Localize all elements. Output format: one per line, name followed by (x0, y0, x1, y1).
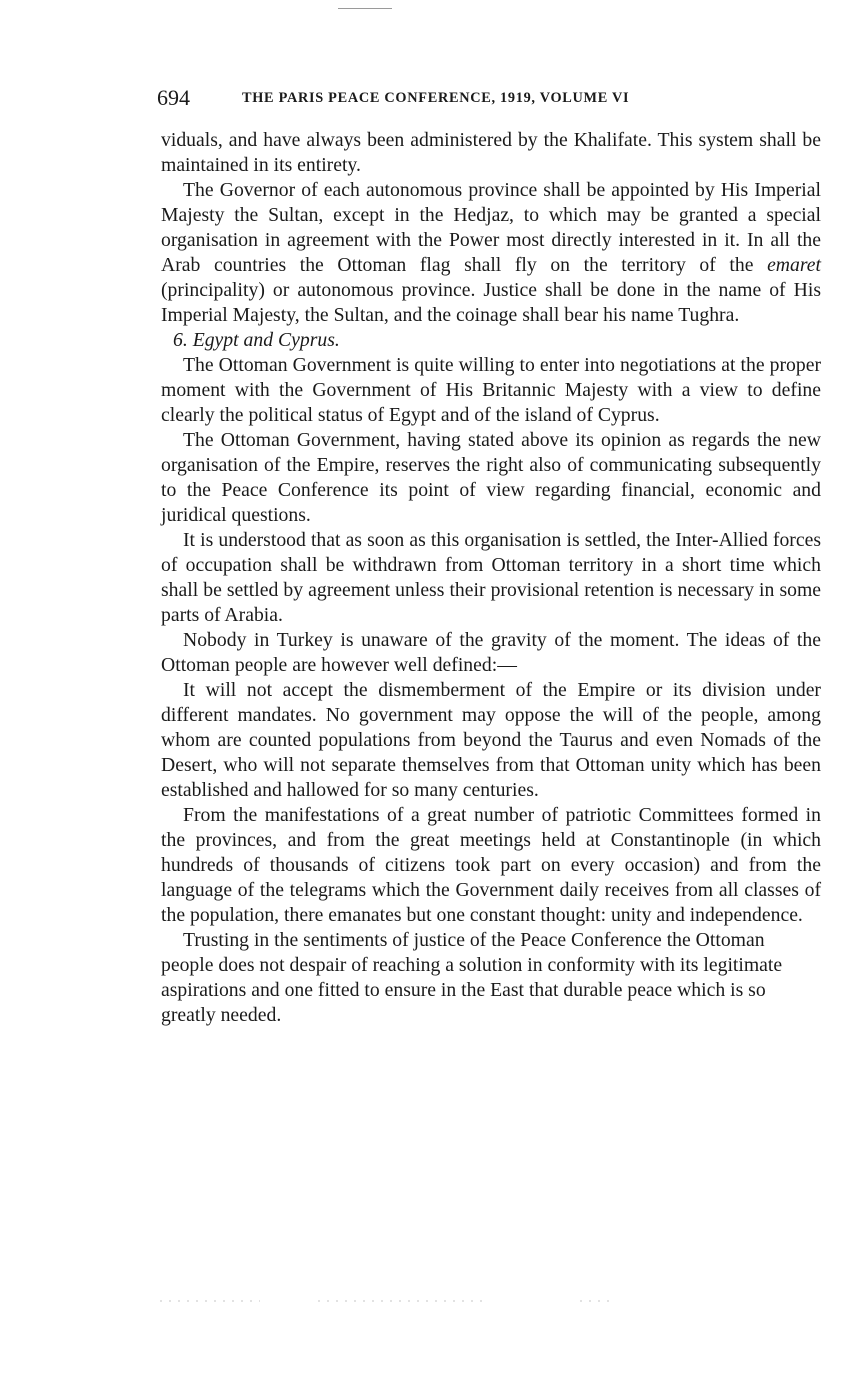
paragraph: The Ottoman Government is quite willing to enter into negotiations at the proper moment with the Government of His Britannic Majesty with a view to define clearly the political status of Egypt and of the island of Cyprus. (161, 354, 821, 426)
running-title: THE PARIS PEACE CONFERENCE, 1919, VOLUME VI (242, 90, 630, 106)
scan-noise (160, 1300, 260, 1302)
scan-noise (318, 1300, 483, 1302)
running-head (157, 84, 821, 114)
paragraph-text: The Governor of each autonomous province shall be appointed by His Imperial Majesty the Sultan, except in the Hedjaz, to which may be granted a special organisation in agreement with the Power most directly interested in it. In all the Arab countries the Ottoman flag shall fly on the territory of the (161, 179, 821, 276)
body-text (161, 128, 821, 1028)
paragraph: The Ottoman Government, having stated above its opinion as regards the new organisation of the Empire, reserves the right also of communicating subsequently to the Peace Conference its point of view regarding financial, economic and juridical questions. (161, 429, 821, 526)
scan-noise (580, 1300, 614, 1302)
page-number: 694 (157, 85, 190, 110)
italic-term: emaret (767, 254, 822, 276)
paragraph: From the manifestations of a great number of patriotic Committees formed in the provinces, and from the great meetings held at Constantinople (in which hundreds of thousands of citizens took part on every occasion) and from the language of the telegrams which the Government daily receives from all classes of the population, there emanates but one constant thought: unity and independence. (161, 804, 821, 926)
paragraph: Nobody in Turkey is unaware of the gravity of the moment. The ideas of the Ottoman people are however well defined:— (161, 629, 821, 676)
top-scan-rule (338, 8, 392, 9)
paragraph: Trusting in the sentiments of justice of the Peace Conference the Ottoman people does not despair of reaching a solution in conformity with its legitimate aspirations and one fitted to ensure in the East that durable peace which is so greatly needed. (161, 929, 783, 1026)
paragraph: It will not accept the dismemberment of the Empire or its division under different mandates. No government may oppose the will of the people, among whom are counted populations from beyond the Taurus and even Nomads of the Desert, who will not separate themselves from that Ottoman unity which has been established and hallowed for so many centuries. (161, 679, 821, 801)
paragraph: viduals, and have always been administered by the Khalifate. This system shall be maintained in its entirety. (161, 129, 821, 176)
paragraph-text: (principality) or autonomous province. Justice shall be done in the name of His Imperial Majesty, the Sultan, and the coinage shall bear his name Tughra. (161, 279, 821, 326)
paragraph (161, 178, 821, 328)
paragraph: It is understood that as soon as this organisation is settled, the Inter-Allied forces of occupation shall be withdrawn from Ottoman territory in a short time which shall be settled by agreement unless their provisional retention is necessary in some parts of Arabia. (161, 529, 821, 626)
section-heading: 6. Egypt and Cyprus. (173, 329, 340, 351)
